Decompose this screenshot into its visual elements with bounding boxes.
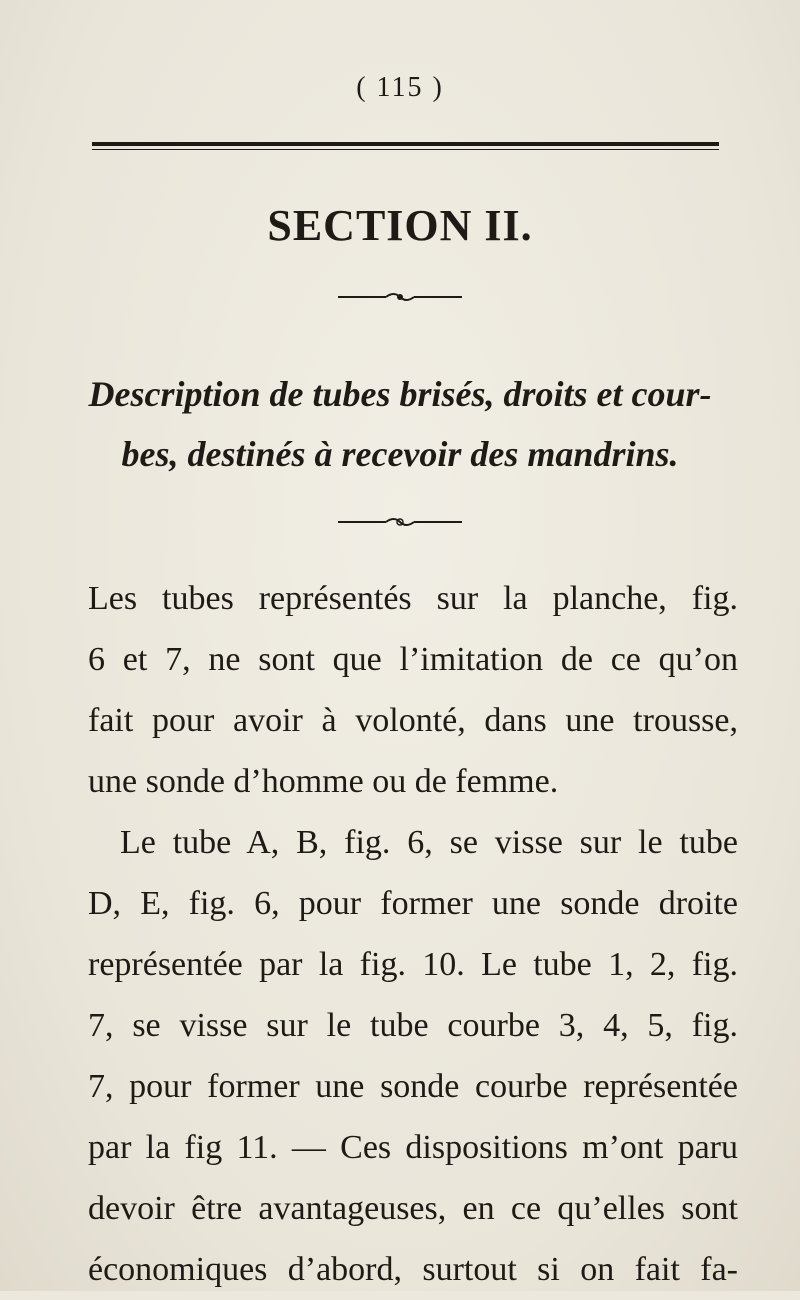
- text-line: D, E, fig. 6, pour former une sonde droite: [88, 885, 738, 922]
- text-line: 6 et 7, ne sont que l’imitation de ce qu’on: [88, 641, 738, 678]
- header-rule-thick: [92, 142, 719, 146]
- ornament-divider-icon: [0, 516, 800, 528]
- text-line: économiques d’abord, surtout si on fait fa-: [88, 1251, 738, 1288]
- text-line: Les tubes représentés sur la planche, fig.: [88, 580, 738, 617]
- title-line: Description de tubes brisés, droits et cour-: [88, 374, 712, 414]
- text-line: 7, pour former une sonde courbe représentée: [88, 1068, 738, 1105]
- page-number: ( 115 ): [356, 72, 444, 103]
- text-line: 7, se visse sur le tube courbe 3, 4, 5, fig.: [88, 1007, 738, 1044]
- text-line: fait pour avoir à volonté, dans une trousse,: [88, 702, 738, 739]
- text-line: une sonde d’homme ou de femme.: [88, 763, 559, 800]
- header-rule-thin: [92, 149, 719, 150]
- title-line: bes, destinés à recevoir des mandrins.: [121, 434, 679, 474]
- text-line: par la fig 11. — Ces dispositions m’ont paru: [88, 1129, 738, 1166]
- body-text: [88, 568, 738, 1300]
- ornament-divider-icon: [0, 291, 800, 303]
- text-line: Le tube A, B, fig. 6, se visse sur le tube: [120, 824, 738, 861]
- text-line: devoir être avantageuses, en ce qu’elles sont: [88, 1190, 738, 1227]
- text-line: représentée par la fig. 10. Le tube 1, 2, fig.: [88, 946, 738, 983]
- chapter-title: [0, 364, 800, 484]
- section-heading: SECTION II.: [267, 201, 533, 250]
